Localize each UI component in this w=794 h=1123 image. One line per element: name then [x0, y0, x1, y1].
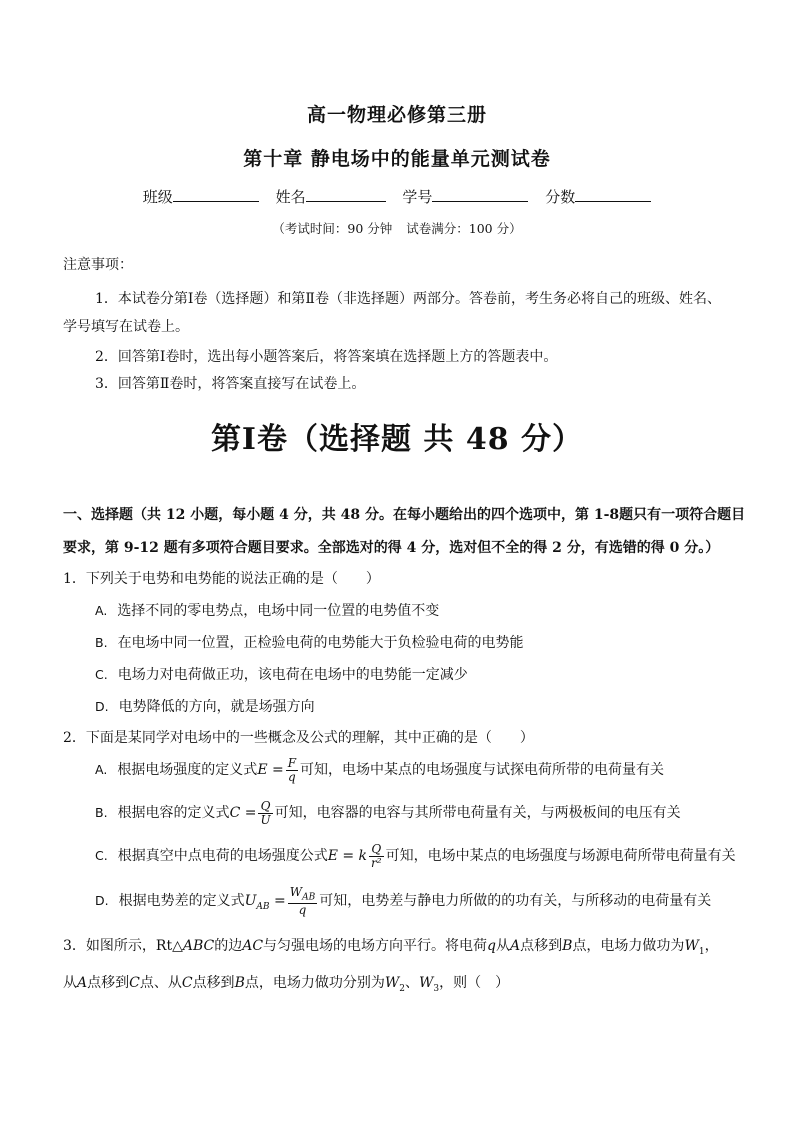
exam-time-info: （考试时间：90 分钟 试卷满分：100 分） [272, 221, 522, 236]
q1-option-d: D. 电势降低的方向，就是场强方向 [95, 699, 315, 715]
q1-option-a: A. 选择不同的零电势点，电场中同一位置的电势值不变 [95, 603, 440, 619]
note-item-3: 3．回答第Ⅱ卷时，将答案直接写在试卷上。 [95, 376, 366, 392]
section-instructions: 一、选择题（共 12 小题，每小题 4 分，共 48 分。在每小题给出的四个选项中，第 1-8题只有一项符合题目 [63, 507, 746, 523]
field-name: 姓名 [276, 186, 386, 207]
note-item-1: 1．本试卷分第Ⅰ卷（选择题）和第Ⅱ卷（非选择题）两部分。答卷前，考生务必将自己的班级、姓名、 [95, 291, 721, 307]
q2-option-b: B. 根据电容的定义式C = $\frac{Q}{U}$ 可知，电容器的电容与其所带电荷量有关，与两极板间的电压有关 [95, 799, 681, 827]
q2-option-c: C. 根据真空中点电荷的电场强度公式E = k $\frac{Q}{\text{r²}}$ 可知，电场中某点的电场强度与场源电荷所带电荷量有关 [95, 842, 736, 870]
question-1-stem: 1．下列关于电势和电势能的说法正确的是（ ） [63, 571, 380, 587]
exam-title: 高一物理必修第三册 [306, 104, 487, 126]
note-item-2: 2．回答第Ⅰ卷时，选出每小题答案后，将答案填在选择题上方的答题表中。 [95, 349, 558, 365]
note-item-1-cont: 学号填写在试卷上。 [63, 319, 189, 335]
student-info-fields [0, 186, 794, 207]
q2-option-d: D. 根据电势差的定义式$U_{AB}$ = $\frac{W_{AB}}{q}$ 可知，电势差与静电力所做的的功有关，与所移动的电荷量有关 [95, 885, 712, 917]
question-3-stem-cont: 从A点移到C点、从C点移到B点，电场力做功分别为$W_2$、$W_3$，则（ ） [63, 975, 510, 994]
question-2-stem: 2．下面是某同学对电场中的一些概念及公式的理解，其中正确的是（ ） [63, 730, 534, 746]
exam-subtitle: 第十章 静电场中的能量单元测试卷 [243, 148, 551, 170]
field-id: 学号 [402, 186, 528, 207]
q1-option-b: B. 在电场中同一位置，正检验电荷的电势能大于负检验电荷的电势能 [95, 635, 524, 651]
section-title: 第Ⅰ卷（选择题 共 48 分） [210, 422, 584, 457]
field-class: 班级 [143, 186, 259, 207]
notes-heading: 注意事项： [63, 257, 133, 273]
q1-option-c: C. 电场力对电荷做正功，该电荷在电场中的电势能一定减少 [95, 667, 468, 683]
section-instructions-cont: 要求，第 9-12 题有多项符合题目要求。全部选对的得 4 分，选对但不全的得 2 分，有选错的得 0 分。） [63, 540, 720, 556]
q2-option-a: A. 根据电场强度的定义式E = $\frac{F}{q}$ 可知，电场中某点的电场强度与试探电荷所带的电荷量有关 [95, 756, 665, 784]
question-3-stem: 3．如图所示，Rt△ABC的边AC与匀强电场的电场方向平行。将电荷q从A点移到B点，电场力做功为$W_1$， [63, 938, 719, 957]
field-score: 分数 [545, 186, 651, 207]
